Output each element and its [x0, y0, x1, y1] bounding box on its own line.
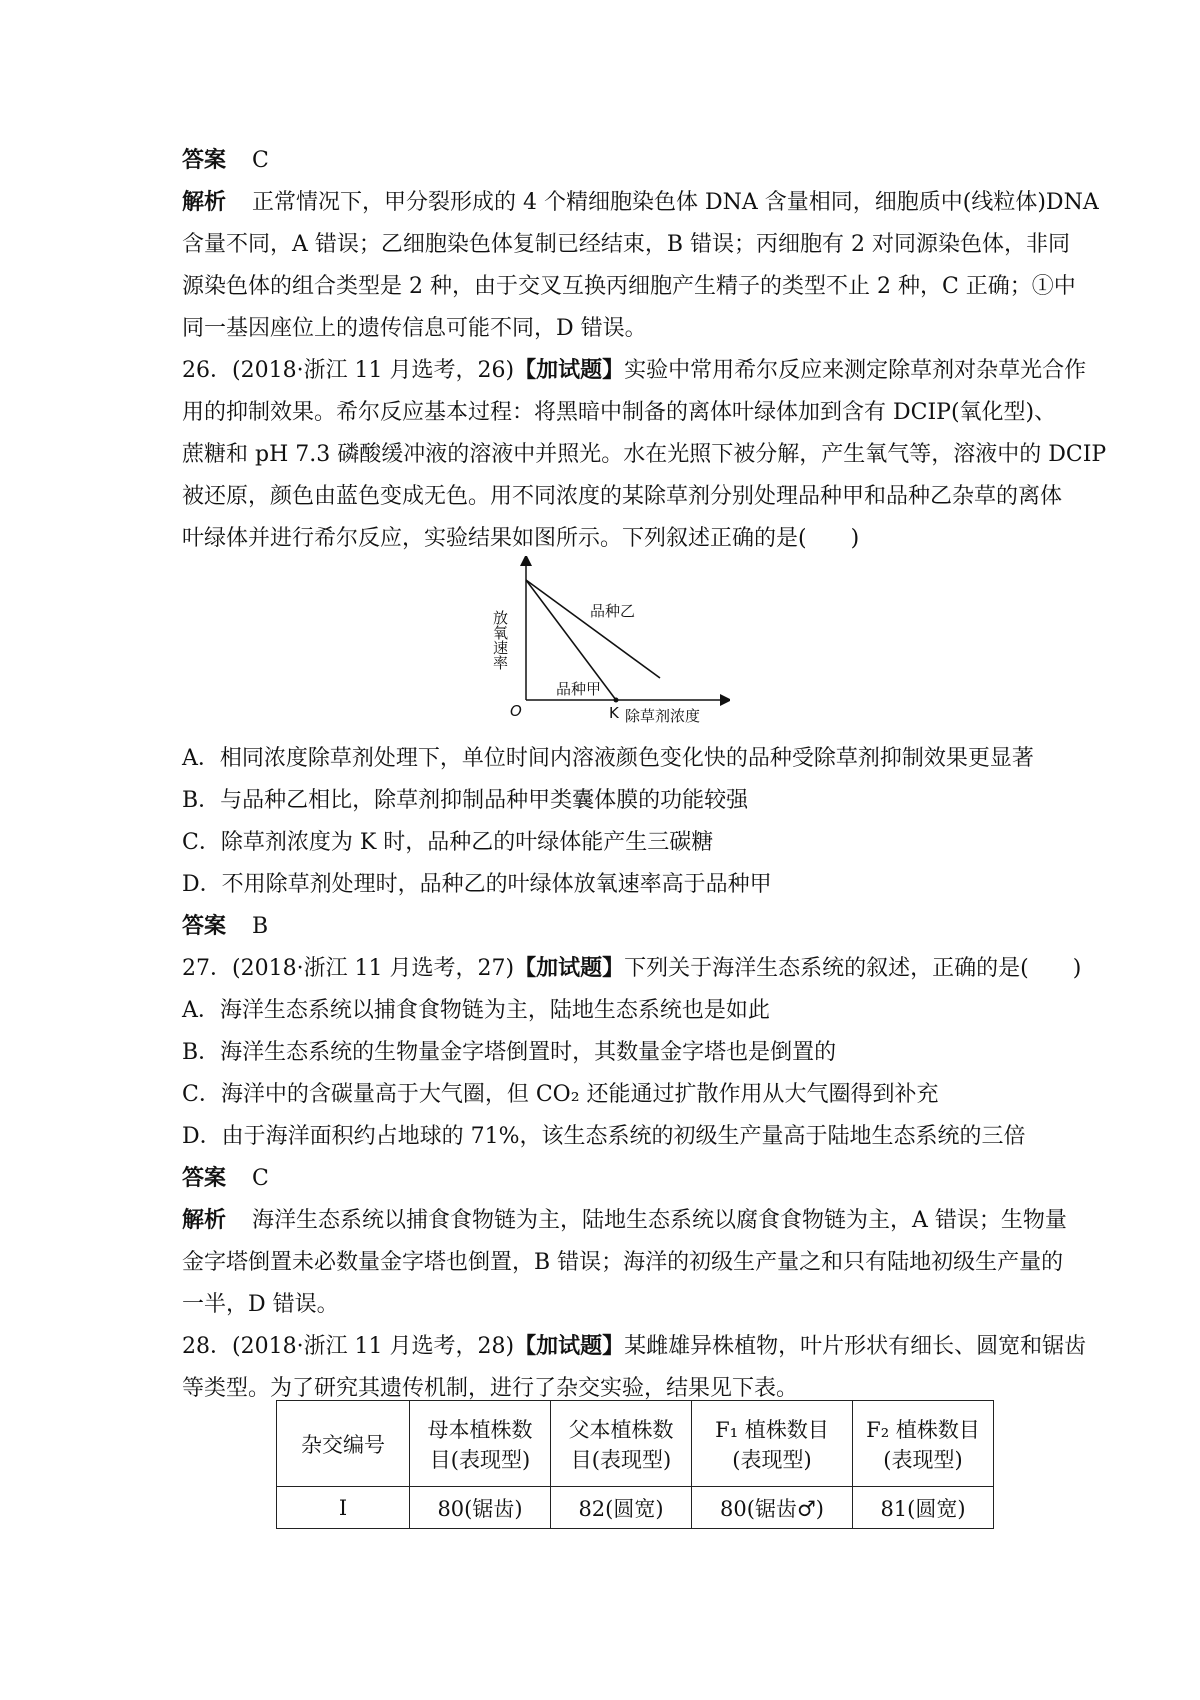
option-d: D．由于海洋面积约占地球的 71%，该生态系统的初级生产量高于陆地生态系统的三倍: [182, 1124, 1026, 1149]
header-cell: [692, 1401, 853, 1487]
k-label: K: [609, 704, 619, 722]
header-cell: [853, 1401, 994, 1487]
option-c: C．除草剂浓度为 K 时，品种乙的叶绿体能产生三碳糖: [182, 830, 714, 855]
question-27-line: [182, 954, 1082, 984]
analysis-text: 海洋生态系统以捕食食物链为主，陆地生态系统以腐食食物链为主，A 错误；生物量: [252, 1208, 1067, 1233]
question-number: 26．: [182, 358, 232, 383]
question-28-line: [182, 1332, 1087, 1362]
oxygen-rate-figure: [490, 556, 730, 726]
analysis-line: 同一基因座位上的遗传信息可能不同，D 错误。: [182, 316, 647, 341]
series-label-variety-b: 品种乙: [590, 602, 636, 620]
question-tag: 【加试题】: [514, 1334, 625, 1359]
analysis-line: 金字塔倒置未必数量金字塔也倒置，B 错误；海洋的初级生产量之和只有陆地初级生产量的: [182, 1250, 1064, 1275]
x-axis-label: 除草剂浓度: [625, 707, 701, 725]
header-text: 杂交编号: [301, 1432, 385, 1457]
table-cell: 82(圆宽): [551, 1487, 692, 1529]
header-cell: [277, 1401, 410, 1487]
series-line-variety-b: [526, 580, 660, 678]
header-text: 父本植株数: [568, 1417, 674, 1442]
option-d: D．不用除草剂处理时，品种乙的叶绿体放氧速率高于品种甲: [182, 872, 772, 897]
y-axis-label: 放氧速率: [491, 610, 509, 670]
k-point: [614, 698, 619, 703]
table-cell: 81(圆宽): [853, 1487, 994, 1529]
table-cell: 80(锯齿): [410, 1487, 551, 1529]
header-text: F₁ 植株数目: [715, 1417, 829, 1442]
answer-line: [182, 912, 1032, 942]
option-b: B．与品种乙相比，除草剂抑制品种甲类囊体膜的功能较强: [182, 788, 749, 813]
question-number: 28．: [182, 1334, 232, 1359]
table-header-row: [277, 1401, 994, 1487]
table-cell: 80(锯齿♂): [692, 1487, 853, 1529]
analysis-line: 源染色体的组合类型是 2 种，由于交叉互换丙细胞产生精子的类型不止 2 种，C 正确；①中: [182, 274, 1076, 299]
header-text: 目(表现型): [570, 1447, 672, 1472]
question-26-line: 用的抑制效果。希尔反应基本过程：将黑暗中制备的离体叶绿体加到含有 DCIP(氧化型)、: [182, 400, 1057, 425]
answer-label: 答案: [182, 148, 227, 173]
table-cell: Ⅰ: [277, 1487, 410, 1529]
answer-value: C: [252, 148, 269, 173]
question-28-line: 等类型。为了研究其遗传机制，进行了杂交实验，结果见下表。: [182, 1376, 799, 1401]
header-cell: [410, 1401, 551, 1487]
answer-label: 答案: [182, 1166, 227, 1191]
question-source: (2018·浙江 11 月选考，26): [232, 358, 515, 383]
question-tag: 【加试题】: [514, 358, 625, 383]
header-text: 母本植株数: [427, 1417, 533, 1442]
question-source: (2018·浙江 11 月选考，27): [232, 956, 515, 981]
header-text: 目(表现型): [429, 1447, 531, 1472]
option-c: C．海洋中的含碳量高于大气圈，但 CO₂ 还能通过扩散作用从大气圈得到补充: [182, 1082, 939, 1107]
analysis-line: [182, 1206, 1067, 1236]
question-source: (2018·浙江 11 月选考，28): [232, 1334, 515, 1359]
analysis-label: 解析: [182, 190, 227, 215]
analysis-line: 含量不同，A 错误；乙细胞染色体复制已经结束，B 错误；丙细胞有 2 对同源染色体，非同: [182, 232, 1071, 257]
answer-line: [182, 1164, 1032, 1194]
origin-label: O: [510, 702, 522, 720]
question-26-line: 蔗糖和 pH 7.3 磷酸缓冲液的溶液中并照光。水在光照下被分解，产生氧气等，溶液中的 DCIP: [182, 442, 1107, 467]
table-row: [277, 1487, 994, 1529]
question-26-line: 被还原，颜色由蓝色变成无色。用不同浓度的某除草剂分别处理品种甲和品种乙杂草的离体: [182, 484, 1063, 509]
cross-result-table: [276, 1400, 994, 1529]
answer-value: C: [252, 1166, 269, 1191]
analysis-text: 正常情况下，甲分裂形成的 4 个精细胞染色体 DNA 含量相同，细胞质中(线粒体)DNA: [252, 190, 1099, 215]
question-26-line: 叶绿体并进行希尔反应，实验结果如图所示。下列叙述正确的是( ): [182, 526, 860, 551]
answer-line: [182, 146, 1032, 176]
question-text: 某雌雄异株植物，叶片形状有细长、圆宽和锯齿: [624, 1334, 1087, 1359]
question-26-line: [182, 356, 1087, 386]
header-text: F₂ 植株数目: [866, 1417, 980, 1442]
question-number: 27．: [182, 956, 232, 981]
header-text: (表现型): [732, 1447, 812, 1472]
analysis-line: [182, 188, 1099, 218]
header-text: (表现型): [883, 1447, 963, 1472]
option-b: B．海洋生态系统的生物量金字塔倒置时，其数量金字塔也是倒置的: [182, 1040, 837, 1065]
analysis-label: 解析: [182, 1208, 227, 1233]
question-text: 下列关于海洋生态系统的叙述，正确的是( ): [624, 956, 1082, 981]
answer-value: B: [252, 914, 269, 939]
answer-label: 答案: [182, 914, 227, 939]
series-label-variety-a: 品种甲: [556, 680, 602, 698]
question-tag: 【加试题】: [514, 956, 625, 981]
header-cell: [551, 1401, 692, 1487]
option-a: A．相同浓度除草剂处理下，单位时间内溶液颜色变化快的品种受除草剂抑制效果更显著: [182, 746, 1034, 771]
analysis-line: 一半，D 错误。: [182, 1292, 339, 1317]
question-text: 实验中常用希尔反应来测定除草剂对杂草光合作: [624, 358, 1087, 383]
option-a: A．海洋生态系统以捕食食物链为主，陆地生态系统也是如此: [182, 998, 770, 1023]
